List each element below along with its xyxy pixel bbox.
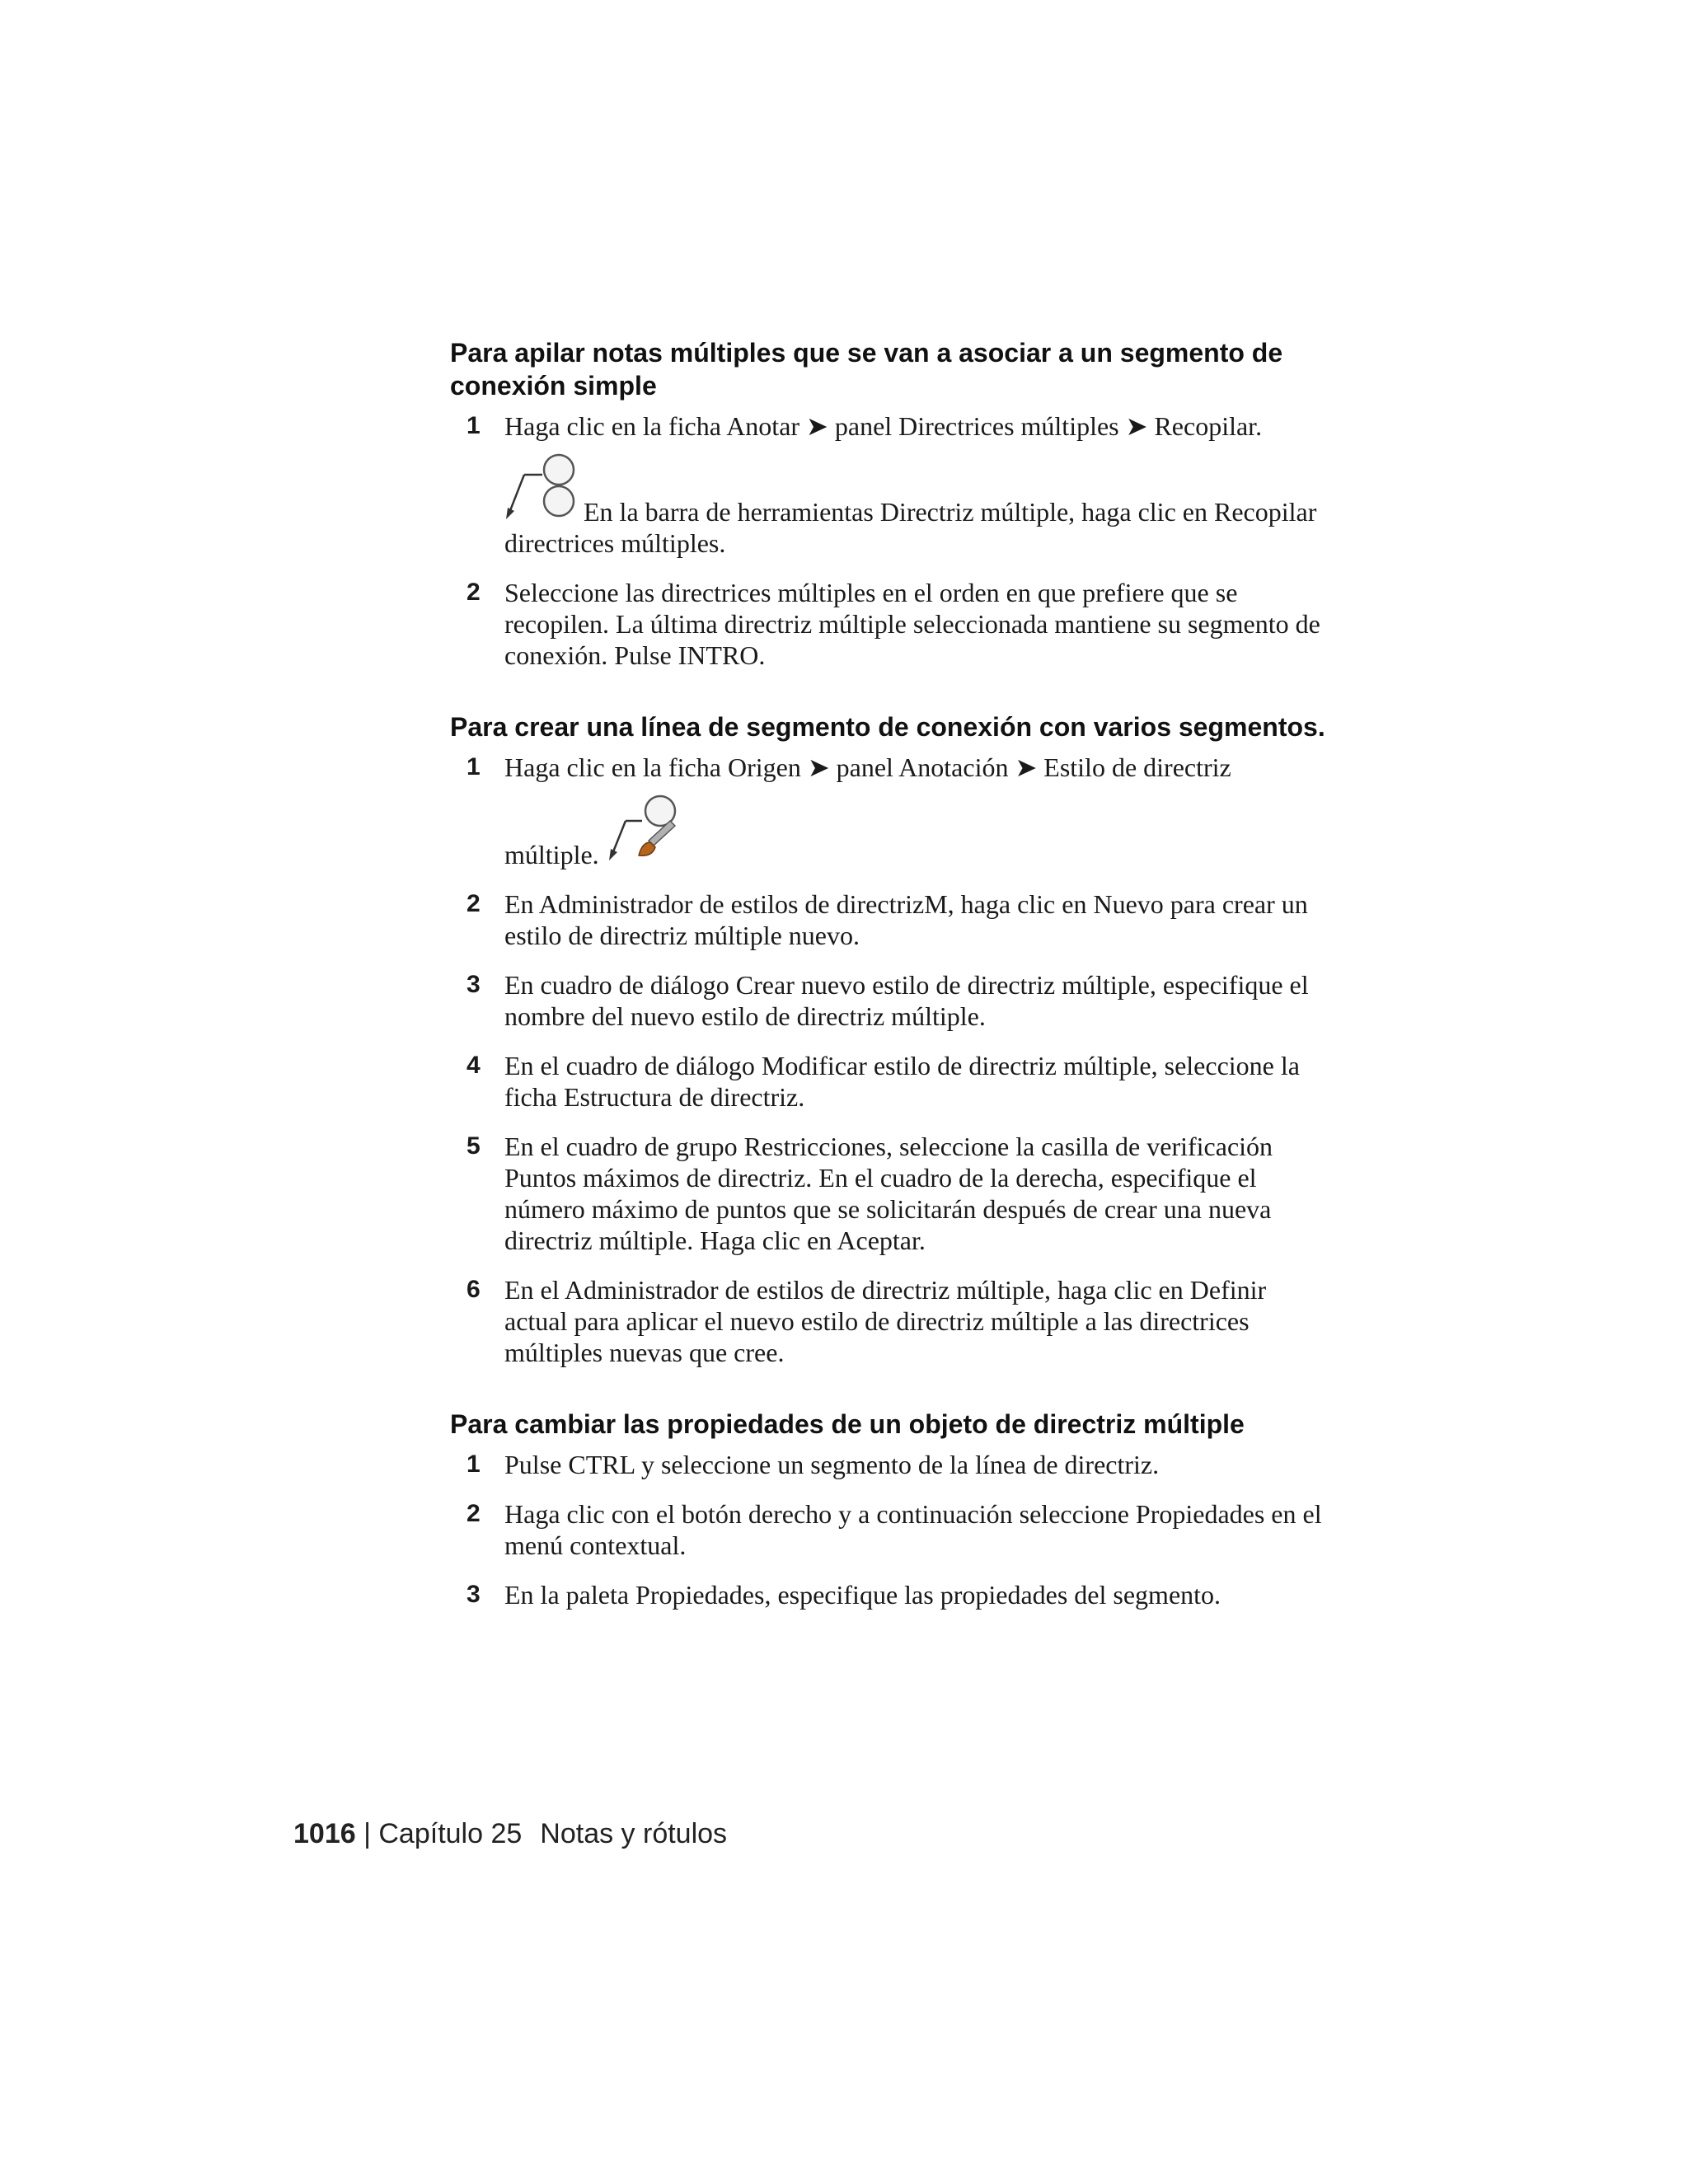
- step-text: En la paleta Propiedades, especifique las propiedades del segmento.: [504, 1580, 1221, 1610]
- step-item: [450, 969, 1332, 1032]
- step-number: 1: [467, 1451, 481, 1478]
- section-change-properties: [450, 1408, 1332, 1610]
- step-item: [450, 1498, 1332, 1561]
- step-text: Haga clic con el botón derecho y a continuación seleccione Propiedades en el menú contextual.: [504, 1499, 1322, 1560]
- step-sub-text-content: En la barra de herramientas Directriz múltiple, haga clic en Recopilar directrices múltiples.: [504, 497, 1317, 558]
- multileader-style-icon: [606, 793, 685, 870]
- step-number: 2: [467, 1500, 481, 1527]
- section-heading: Para crear una línea de segmento de conexión con varios segmentos.: [450, 712, 1325, 742]
- section-heading: Para apilar notas múltiples que se van a asociar a un segmento de conexión simple: [450, 338, 1283, 401]
- step-item: [450, 577, 1332, 671]
- step-text: Seleccione las directrices múltiples en el orden en que prefiere que se recopilen. La última directriz múltiple seleccionada mantiene su segmento de conexión. Pulse INTRO.: [504, 578, 1320, 670]
- step-item: [450, 1579, 1332, 1610]
- section-stack-notes: [450, 336, 1332, 671]
- step-number: 2: [467, 579, 481, 606]
- step-number: 4: [467, 1052, 481, 1079]
- chapter-label: Capítulo 25: [378, 1818, 523, 1849]
- step-number: 2: [467, 890, 481, 917]
- section-create-segments: [450, 710, 1332, 1368]
- step-number: 1: [467, 753, 481, 780]
- collect-multileader-icon: [504, 450, 584, 527]
- page-number: 1016: [293, 1818, 356, 1849]
- chapter-title: Notas y rótulos: [540, 1818, 728, 1849]
- step-text: En el cuadro de diálogo Modificar estilo de directriz múltiple, seleccione la ficha Estructura de directriz.: [504, 1051, 1300, 1112]
- step-number: 3: [467, 971, 481, 998]
- step-item: [450, 752, 1332, 870]
- page-content: [450, 336, 1332, 1650]
- step-item: [450, 1050, 1332, 1113]
- step-text: En el cuadro de grupo Restricciones, seleccione la casilla de verificación Puntos máximos de directriz. En el cuadro de la derecha, especifique el número máximo de puntos que se solicitarán después de crear una nueva directriz múltiple. Haga clic en Aceptar.: [504, 1132, 1273, 1255]
- section-heading: Para cambiar las propiedades de un objeto de directriz múltiple: [450, 1409, 1245, 1439]
- step-text: Haga clic en la ficha Anotar ➤ panel Directrices múltiples ➤ Recopilar.: [504, 411, 1263, 441]
- step-number: 5: [467, 1132, 481, 1160]
- step-number: 6: [467, 1276, 481, 1303]
- page-footer: [293, 1818, 727, 1850]
- step-text-continued: [504, 793, 1332, 870]
- footer-separator: |: [355, 1818, 379, 1849]
- step-text: En el Administrador de estilos de directriz múltiple, haga clic en Definir actual para aplicar el nuevo estilo de directriz múltiple a las directrices múltiples nuevas que cree.: [504, 1275, 1267, 1367]
- step-item: [450, 410, 1332, 559]
- steps-list: [450, 752, 1332, 1368]
- step-text: En cuadro de diálogo Crear nuevo estilo de directriz múltiple, especifique el nombre del nuevo estilo de directriz múltiple.: [504, 970, 1309, 1031]
- steps-list: [450, 1449, 1332, 1610]
- step-item: [450, 1274, 1332, 1368]
- step-item: [450, 888, 1332, 951]
- step-text: Pulse CTRL y seleccione un segmento de la línea de directriz.: [504, 1450, 1160, 1479]
- step-item: [450, 1131, 1332, 1256]
- step-sub-text: [504, 450, 1332, 559]
- step-text-cont: múltiple.: [504, 840, 599, 869]
- step-text: En Administrador de estilos de directrizM, haga clic en Nuevo para crear un estilo de directriz múltiple nuevo.: [504, 889, 1308, 950]
- step-number: 3: [467, 1581, 481, 1608]
- step-item: [450, 1449, 1332, 1480]
- step-text: Haga clic en la ficha Origen ➤ panel Anotación ➤ Estilo de directriz: [504, 752, 1231, 782]
- step-number: 1: [467, 412, 481, 439]
- steps-list: [450, 410, 1332, 671]
